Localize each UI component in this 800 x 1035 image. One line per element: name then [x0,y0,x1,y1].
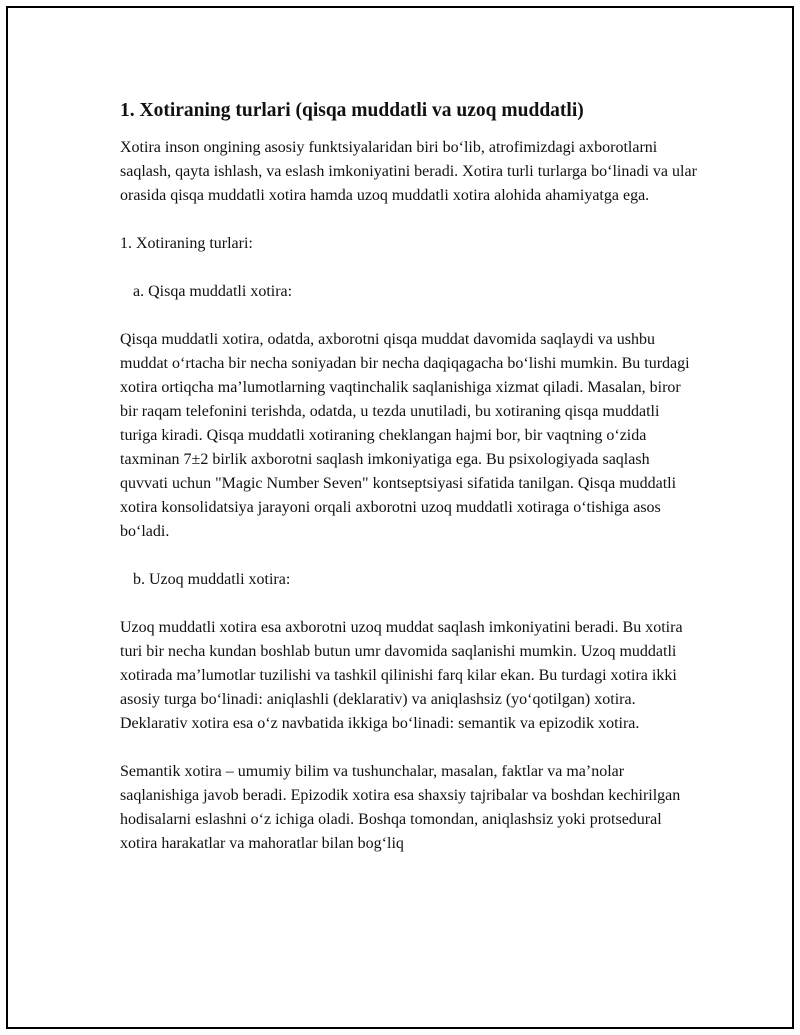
short-term-paragraph: Qisqa muddatli xotira, odatda, axborotni qisqa muddat davomida saqlaydi va ushbu muddat o‘rtacha bir necha soniyadan bir necha daqiqagacha bo‘lishi mumkin. Bu turdagi xotira ortiqcha ma’lumotlarning vaqtinchalik saqlanishiga xizmat qiladi. Masalan, biror bir raqam telefonini terishda, odatda, u tezda unutiladi, bu xotiraning qisqa muddatli turiga kiradi. Qisqa muddatli xotiraning cheklangan hajmi bor, bir vaqtning o‘zida taxminan 7±2 birlik axborotni saqlash imkoniyatiga ega. Bu psixologiyada saqlash quvvati uchun "Magic Number Seven" kontseptsiyasi sifatida tanilgan. Qisqa muddatli xotira konsolidatsiya jarayoni orqali axborotni uzoq muddatli xotiraga o‘tishiga asos bo‘ladi. [120,331,690,540]
subheading-long-term: b. Uzoq muddatli xotira: [133,571,291,588]
section-heading: 1. Xotiraning turlari (qisqa muddatli va uzoq muddatli) [120,100,584,121]
document-page [6,6,794,1029]
intro-paragraph: Xotira inson ongining asosiy funktsiyalaridan biri bo‘lib, atrofimizdagi axborotlarni saqlash, qayta ishlash, va eslash imkoniyatini beradi. Xotira turli turlarga bo‘linadi va ular orasida qisqa muddatli xotira hamda uzoq muddatli xotira alohida ahamiyatga ega. [120,139,697,204]
subheading-short-term: a. Qisqa muddatli xotira: [133,283,293,300]
list-heading: 1. Xotiraning turlari: [120,235,253,252]
semantic-paragraph: Semantik xotira – umumiy bilim va tushunchalar, masalan, faktlar va ma’nolar saqlanishiga javob beradi. Epizodik xotira esa shaxsiy tajribalar va boshdan kechirilgan hodisalarni eslashni o‘z ichiga oladi. Boshqa tomondan, aniqlashsiz yoki protsedural xotira harakatlar va mahoratlar bilan bog‘liq [120,763,681,852]
long-term-paragraph: Uzoq muddatli xotira esa axborotni uzoq muddat saqlash imkoniyatini beradi. Bu xotira turi bir necha kundan boshlab butun umr davomida saqlanishi mumkin. Uzoq muddatli xotirada ma’lumotlar tuzilishi va tashkil qilinishi farq kilar ekan. Bu turdagi xotira ikki asosiy turga bo‘linadi: aniqlashli (deklarativ) va aniqlashsiz (yo‘qotilgan) xotira. Deklarativ xotira esa o‘z navbatida ikkiga bo‘linadi: semantik va epizodik xotira. [120,619,683,732]
document-content [120,98,700,880]
